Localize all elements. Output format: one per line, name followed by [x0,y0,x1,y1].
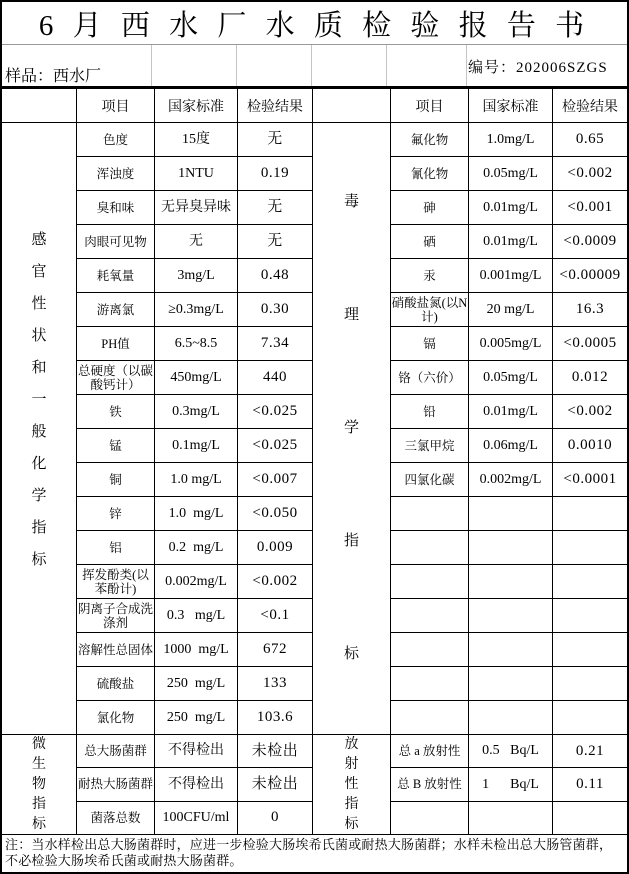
result-cell [553,633,627,666]
table-row [391,361,627,395]
result-cell: <0.001 [567,199,613,216]
standard-cell: 1.0mg/L [469,123,553,156]
table-row [391,225,627,259]
grid-line [466,45,467,86]
table-row [77,327,313,361]
result-cell: 0.65 [575,131,605,148]
standard-cell [469,565,553,598]
item-cell: 硝酸盐氮(以N计) [391,293,469,326]
item-cell: 铝 [77,531,155,564]
standard-cell: 不得检出 [155,768,238,800]
standard-cell: 1.0 mg/L [155,497,238,530]
report-number: 编号：202006SZGS [468,60,608,76]
result-cell [553,667,627,700]
header-empty-left [2,89,77,122]
standard-cell [469,633,553,666]
standard-cell [469,701,553,734]
item-cell: 锌 [77,497,155,530]
table-header-row [2,89,627,123]
category-label: 感官性状和一般化学指标 [31,231,47,568]
table-row [391,123,627,157]
item-cell: 氰化物 [391,157,469,190]
item-cell: 总 a 放射性 [391,735,469,767]
table-row [391,293,627,327]
results-table [2,89,627,835]
table-row [77,802,313,835]
standard-cell: 0.01mg/L [469,395,553,428]
standard-cell [469,497,553,530]
item-cell: 总硬度（以碳酸钙计） [77,361,155,394]
table-row [77,531,313,565]
item-cell [391,802,469,834]
standard-cell: 0.002mg/L [469,463,553,496]
item-cell: 游离氯 [77,293,155,326]
standard-cell [469,667,553,700]
standard-cell: ≥0.3mg/L [155,293,238,326]
standard-cell: 无异臭异味 [155,191,238,224]
standard-cell: 15度 [155,123,238,156]
standard-cell: 0.05mg/L [469,157,553,190]
item-cell: 汞 [391,259,469,292]
item-cell: 耗氧量 [77,259,155,292]
result-cell [553,802,627,834]
category-toxicological [313,123,391,735]
result-cell: <0.002 [567,165,613,182]
result-cell: 0 [238,802,313,834]
standard-cell [469,599,553,632]
item-cell: 硫酸盐 [77,667,155,700]
standard-cell: 0.05mg/L [469,361,553,394]
item-cell [391,531,469,564]
standard-cell [469,802,553,834]
item-cell: 总大肠菌群 [77,735,155,767]
result-cell [553,701,627,734]
item-cell: 硒 [391,225,469,258]
standard-cell: 0.002mg/L [155,565,238,598]
standard-cell: 0.1mg/L [155,429,238,462]
standard-cell: 100CFU/ml [155,802,238,834]
grid-line [386,45,387,86]
item-cell: 三氯甲烷 [391,429,469,462]
table-row [391,735,627,768]
standard-cell: 3mg/L [155,259,238,292]
standard-cell: 0.3 mg/L [155,599,238,632]
item-cell: 砷 [391,191,469,224]
grid-line [311,45,312,86]
table-row [391,701,627,735]
result-cell: 无 [238,191,313,224]
standard-cell [469,531,553,564]
table-row [77,157,313,191]
table-row [391,327,627,361]
item-cell: 氯化物 [77,701,155,734]
result-cell [553,565,627,598]
item-cell: 四氯化碳 [391,463,469,496]
result-cell: 0.19 [238,157,313,190]
grid-line [151,45,152,86]
standard-cell: 450mg/L [155,361,238,394]
result-cell: 无 [238,225,313,258]
result-cell [553,497,627,530]
item-cell: 总 B 放射性 [391,768,469,800]
table-row [77,361,313,395]
standard-cell: 1 Bq/L [469,768,553,800]
table-row [77,565,313,599]
standard-cell: 0.001mg/L [469,259,553,292]
standard-cell: 0.3mg/L [155,395,238,428]
standard-cell: 0.01mg/L [469,191,553,224]
table-row [391,531,627,565]
standard-cell: 0.01mg/L [469,225,553,258]
table-row [77,768,313,801]
result-cell: 440 [238,361,313,394]
table-row [77,293,313,327]
result-cell: 0.0010 [567,437,613,454]
item-cell: 浑浊度 [77,157,155,190]
standard-cell: 1NTU [155,157,238,190]
item-cell: 菌落总数 [77,802,155,834]
column-header-item-right: 项目 [391,89,469,122]
result-cell [553,531,627,564]
item-cell: 臭和味 [77,191,155,224]
table-row [77,191,313,225]
result-cell: <0.0009 [563,233,617,250]
result-cell: 未检出 [238,735,313,767]
table-row [391,395,627,429]
result-cell: <0.007 [238,463,313,496]
standard-cell: 0.5 Bq/L [469,735,553,767]
result-cell: 0.48 [238,259,313,292]
table-row [391,667,627,701]
table-row [77,667,313,701]
column-header-result-left: 检验结果 [238,89,313,122]
table-row [77,735,313,768]
table-row [77,701,313,735]
category-label: 毒理学指标 [343,194,359,662]
standard-cell: 1.0 mg/L [155,463,238,496]
table-row [77,225,313,259]
result-cell: <0.050 [238,497,313,530]
item-cell: 肉眼可见物 [77,225,155,258]
table-row [391,429,627,463]
bottom-band [2,735,627,835]
item-cell [391,565,469,598]
result-cell: 0.012 [571,369,609,386]
item-cell: 溶解性总固体 [77,633,155,666]
item-cell: 阴离子合成洗涤剂 [77,599,155,632]
table-row [391,157,627,191]
footnote: 注：当水样检出总大肠菌群时，应进一步检验大肠埃希氏菌或耐热大肠菌群；水样未检出总大肠管菌群，不必检验大肠埃希氏菌或耐热大肠菌群。 [5,837,613,868]
table-row [77,259,313,293]
item-cell: PH值 [77,327,155,360]
bottom-left-rows [77,735,313,835]
table-row [77,497,313,531]
table-row [77,429,313,463]
result-cell: 0.009 [238,531,313,564]
item-cell [391,497,469,530]
result-cell: <0.002 [238,565,313,598]
category-label: 放射性指标 [344,736,359,832]
result-cell: <0.0005 [563,335,617,352]
result-cell: 0.11 [576,776,604,793]
table-row [391,802,627,835]
left-rows [77,123,313,735]
result-cell: 103.6 [238,701,313,734]
standard-cell: 不得检出 [155,735,238,767]
table-row [391,463,627,497]
column-header-standard-left: 国家标准 [155,89,238,122]
result-cell: <0.002 [567,403,613,420]
item-cell: 锰 [77,429,155,462]
result-cell: 133 [238,667,313,700]
result-cell [553,599,627,632]
standard-cell: 0.2 mg/L [155,531,238,564]
main-band [2,123,627,735]
table-row [391,599,627,633]
table-row [77,463,313,497]
result-cell: 0.30 [238,293,313,326]
column-header-result-right: 检验结果 [562,99,618,115]
table-row [77,633,313,667]
table-row [391,191,627,225]
item-cell [391,701,469,734]
table-row [77,395,313,429]
standard-cell: 0.005mg/L [469,327,553,360]
item-cell [391,599,469,632]
result-cell: 0.21 [575,742,605,759]
standard-cell: 250 mg/L [155,701,238,734]
item-cell: 镉 [391,327,469,360]
item-cell: 铅 [391,395,469,428]
category-sensory-general-chemical [2,123,77,735]
item-cell [391,633,469,666]
grid-line [236,45,237,86]
item-cell [391,667,469,700]
standard-cell: 1000 mg/L [155,633,238,666]
item-cell: 挥发酚类(以苯酚计) [77,565,155,598]
result-cell: 7.34 [238,327,313,360]
result-cell: <0.025 [238,395,313,428]
result-cell: 16.3 [575,301,605,318]
report-title: 6 月 西 水 厂 水 质 检 验 报 告 书 [2,2,627,45]
result-cell: <0.025 [238,429,313,462]
header-empty-mid [313,89,391,122]
category-label: 微生物指标 [32,736,46,832]
standard-cell: 无 [155,225,238,258]
standard-cell: 250 mg/L [155,667,238,700]
item-cell: 铜 [77,463,155,496]
bottom-right-rows [391,735,627,835]
item-cell: 耐热大肠菌群 [77,768,155,800]
sample-label: 样品：西水厂 [5,68,102,85]
result-cell: <0.1 [238,599,313,632]
table-row [77,599,313,633]
column-header-item-left: 项目 [77,89,155,122]
category-microbial [2,735,77,835]
result-cell: 无 [238,123,313,156]
result-cell: 未检出 [238,768,313,800]
table-row [391,768,627,801]
standard-cell: 20 mg/L [469,293,553,326]
column-header-standard-right: 国家标准 [469,89,553,122]
item-cell: 氟化物 [391,123,469,156]
meta-row [2,45,627,89]
table-row [391,497,627,531]
right-rows [391,123,627,735]
category-radioactive [313,735,391,835]
item-cell: 色度 [77,123,155,156]
result-cell: <0.0001 [563,471,617,488]
standard-cell: 0.06mg/L [469,429,553,462]
table-row [391,633,627,667]
result-cell: 672 [238,633,313,666]
result-cell: <0.00009 [559,267,621,284]
table-row [77,123,313,157]
standard-cell: 6.5~8.5 [155,327,238,360]
table-row [391,565,627,599]
table-row [391,259,627,293]
item-cell: 铁 [77,395,155,428]
item-cell: 铬（六价） [391,361,469,394]
